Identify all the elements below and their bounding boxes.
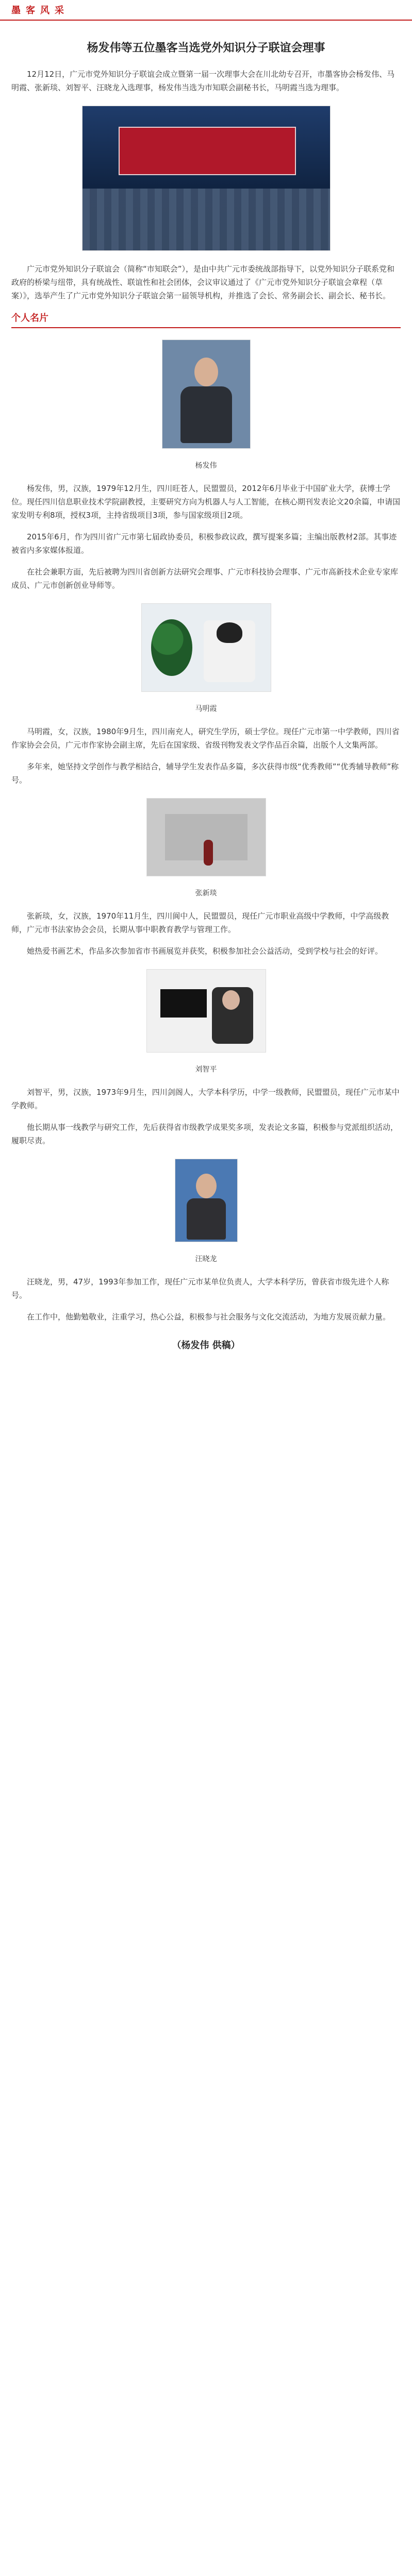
hair-image bbox=[217, 622, 242, 643]
portrait-body-wang bbox=[187, 1198, 226, 1240]
portrait-photo-zhang bbox=[146, 798, 266, 876]
portrait-photo-yang bbox=[162, 340, 251, 449]
profile-liu-paragraph-2: 他长期从事一线教学与研究工作，先后获得省市级教学成果奖多项，发表论文多篇，积极参与党派组织活动，履职尽责。 bbox=[11, 1123, 399, 1145]
meeting-photo bbox=[82, 106, 331, 251]
profile-zhang-paragraph-2: 她热爱书画艺术，作品多次参加省市书画展览并获奖，积极参加社会公益活动，受到学校与社会的好评。 bbox=[27, 946, 383, 956]
profile-ma-paragraph-2: 多年来，她坚持文学创作与教学相结合，辅导学生发表作品多篇，多次获得市级“优秀教师”“优秀辅导教师”称号。 bbox=[11, 762, 399, 785]
profile-yang-paragraph-1: 杨发伟，男，汉族，1979年12月生，四川旺苍人，民盟盟员，2012年6月毕业于中国矿业大学，获博士学位。现任四川信息职业技术学院副教授，主要研究方向为机器人与人工智能，在核心期刊发表论文20余篇，申请国家发明专利8项，授权3项，主持省级项目3项，参与国家级项目2项。 bbox=[11, 484, 401, 520]
photo-caption-zhang: 张新琰 bbox=[195, 889, 217, 897]
photo-caption-ma: 马明霞 bbox=[195, 705, 217, 713]
photo-caption-yang: 杨发伟 bbox=[195, 462, 217, 470]
article-title: 杨发伟等五位墨客当选党外知识分子联谊会理事 bbox=[87, 42, 325, 55]
portrait-body bbox=[180, 386, 232, 443]
profile-yang-paragraph-3: 在社会兼职方面，先后被聘为四川省创新方法研究会理事、广元市科技协会理事、广元市高新技术企业专家库成员、广元市创新创业导师等。 bbox=[11, 567, 399, 590]
profile-yang-paragraph-2: 2015年6月，作为四川省广元市第七届政协委员，积极参政议政，撰写提案多篇；主编出版教材2部。其事迹被省内多家媒体报道。 bbox=[11, 532, 397, 555]
header-bar bbox=[0, 0, 412, 21]
portrait-photo-liu bbox=[146, 969, 266, 1053]
intro-paragraph-1: 12月12日，广元市党外知识分子联谊会成立暨第一届一次理事大会在川北幼专召开，市墨客协会杨发伟、马明霞、张新琰、刘智平、汪晓龙入选理事，杨发伟当选为市知联会副秘书长，马明霞当选为理事。 bbox=[11, 70, 395, 92]
profile-wang-paragraph-2: 在工作中，他勤勉敬业，注重学习，热心公益，积极参与社会服务与文化交流活动，为地方发展贡献力量。 bbox=[27, 1312, 391, 1321]
article-signature: （杨发伟 供稿） bbox=[172, 1340, 240, 1351]
audience-image bbox=[83, 189, 330, 250]
profile-wang-paragraph-1: 汪晓龙，男，47岁，1993年参加工作，现任广元市某单位负责人，大学本科学历，曾获省市级先进个人称号。 bbox=[11, 1277, 389, 1300]
person-figure-image bbox=[204, 840, 213, 866]
face-image-liu bbox=[222, 990, 240, 1010]
profile-liu-paragraph-1: 刘智平，男，汉族，1973年9月生，四川剑阁人，大学本科学历，中学一级教师，民盟盟员，现任广元市某中学教师。 bbox=[11, 1088, 400, 1110]
portrait-photo-wang bbox=[175, 1159, 238, 1242]
stage-screen-image bbox=[119, 127, 296, 175]
portrait-photo-ma bbox=[141, 603, 271, 692]
profile-ma-paragraph-1: 马明霞，女，汉族，1980年9月生，四川南充人，研究生学历，硕士学位。现任广元市第一中学教师，四川省作家协会会员，广元市作家协会副主席，先后在国家级、省级刊物发表文学作品百余篇，出版个人文集两部。 bbox=[11, 727, 400, 750]
portrait-head bbox=[194, 358, 218, 386]
portrait-head-wang bbox=[196, 1174, 217, 1198]
photo-caption-liu: 刘智平 bbox=[195, 1065, 217, 1074]
photo-caption-wang: 汪晓龙 bbox=[195, 1255, 217, 1263]
monitor-image bbox=[160, 989, 207, 1018]
brand-title: 墨客风采 bbox=[11, 5, 69, 16]
plant-image bbox=[151, 619, 192, 676]
intro-paragraph-2: 广元市党外知识分子联谊会（简称“市知联会”），是由中共广元市委统战部指导下，以党外知识分子联系党和政府的桥梁与纽带，具有统战性、联谊性和社会团体，会议审议通过了《广元市党外知识分子联谊会章程（草案）》，选举产生了广元市党外知识分子联谊会第一届领导机构，并推选了会长、常务副会长、副会长、秘书长。 bbox=[11, 264, 395, 300]
profiles-section-title: 个人名片 bbox=[11, 311, 401, 328]
profile-zhang-paragraph-1: 张新琰，女，汉族，1970年11月生，四川阆中人，民盟盟员，现任广元市职业高级中学教师，中学高级教师，广元市书法家协会会员，长期从事中职教育教学与管理工作。 bbox=[11, 911, 389, 934]
